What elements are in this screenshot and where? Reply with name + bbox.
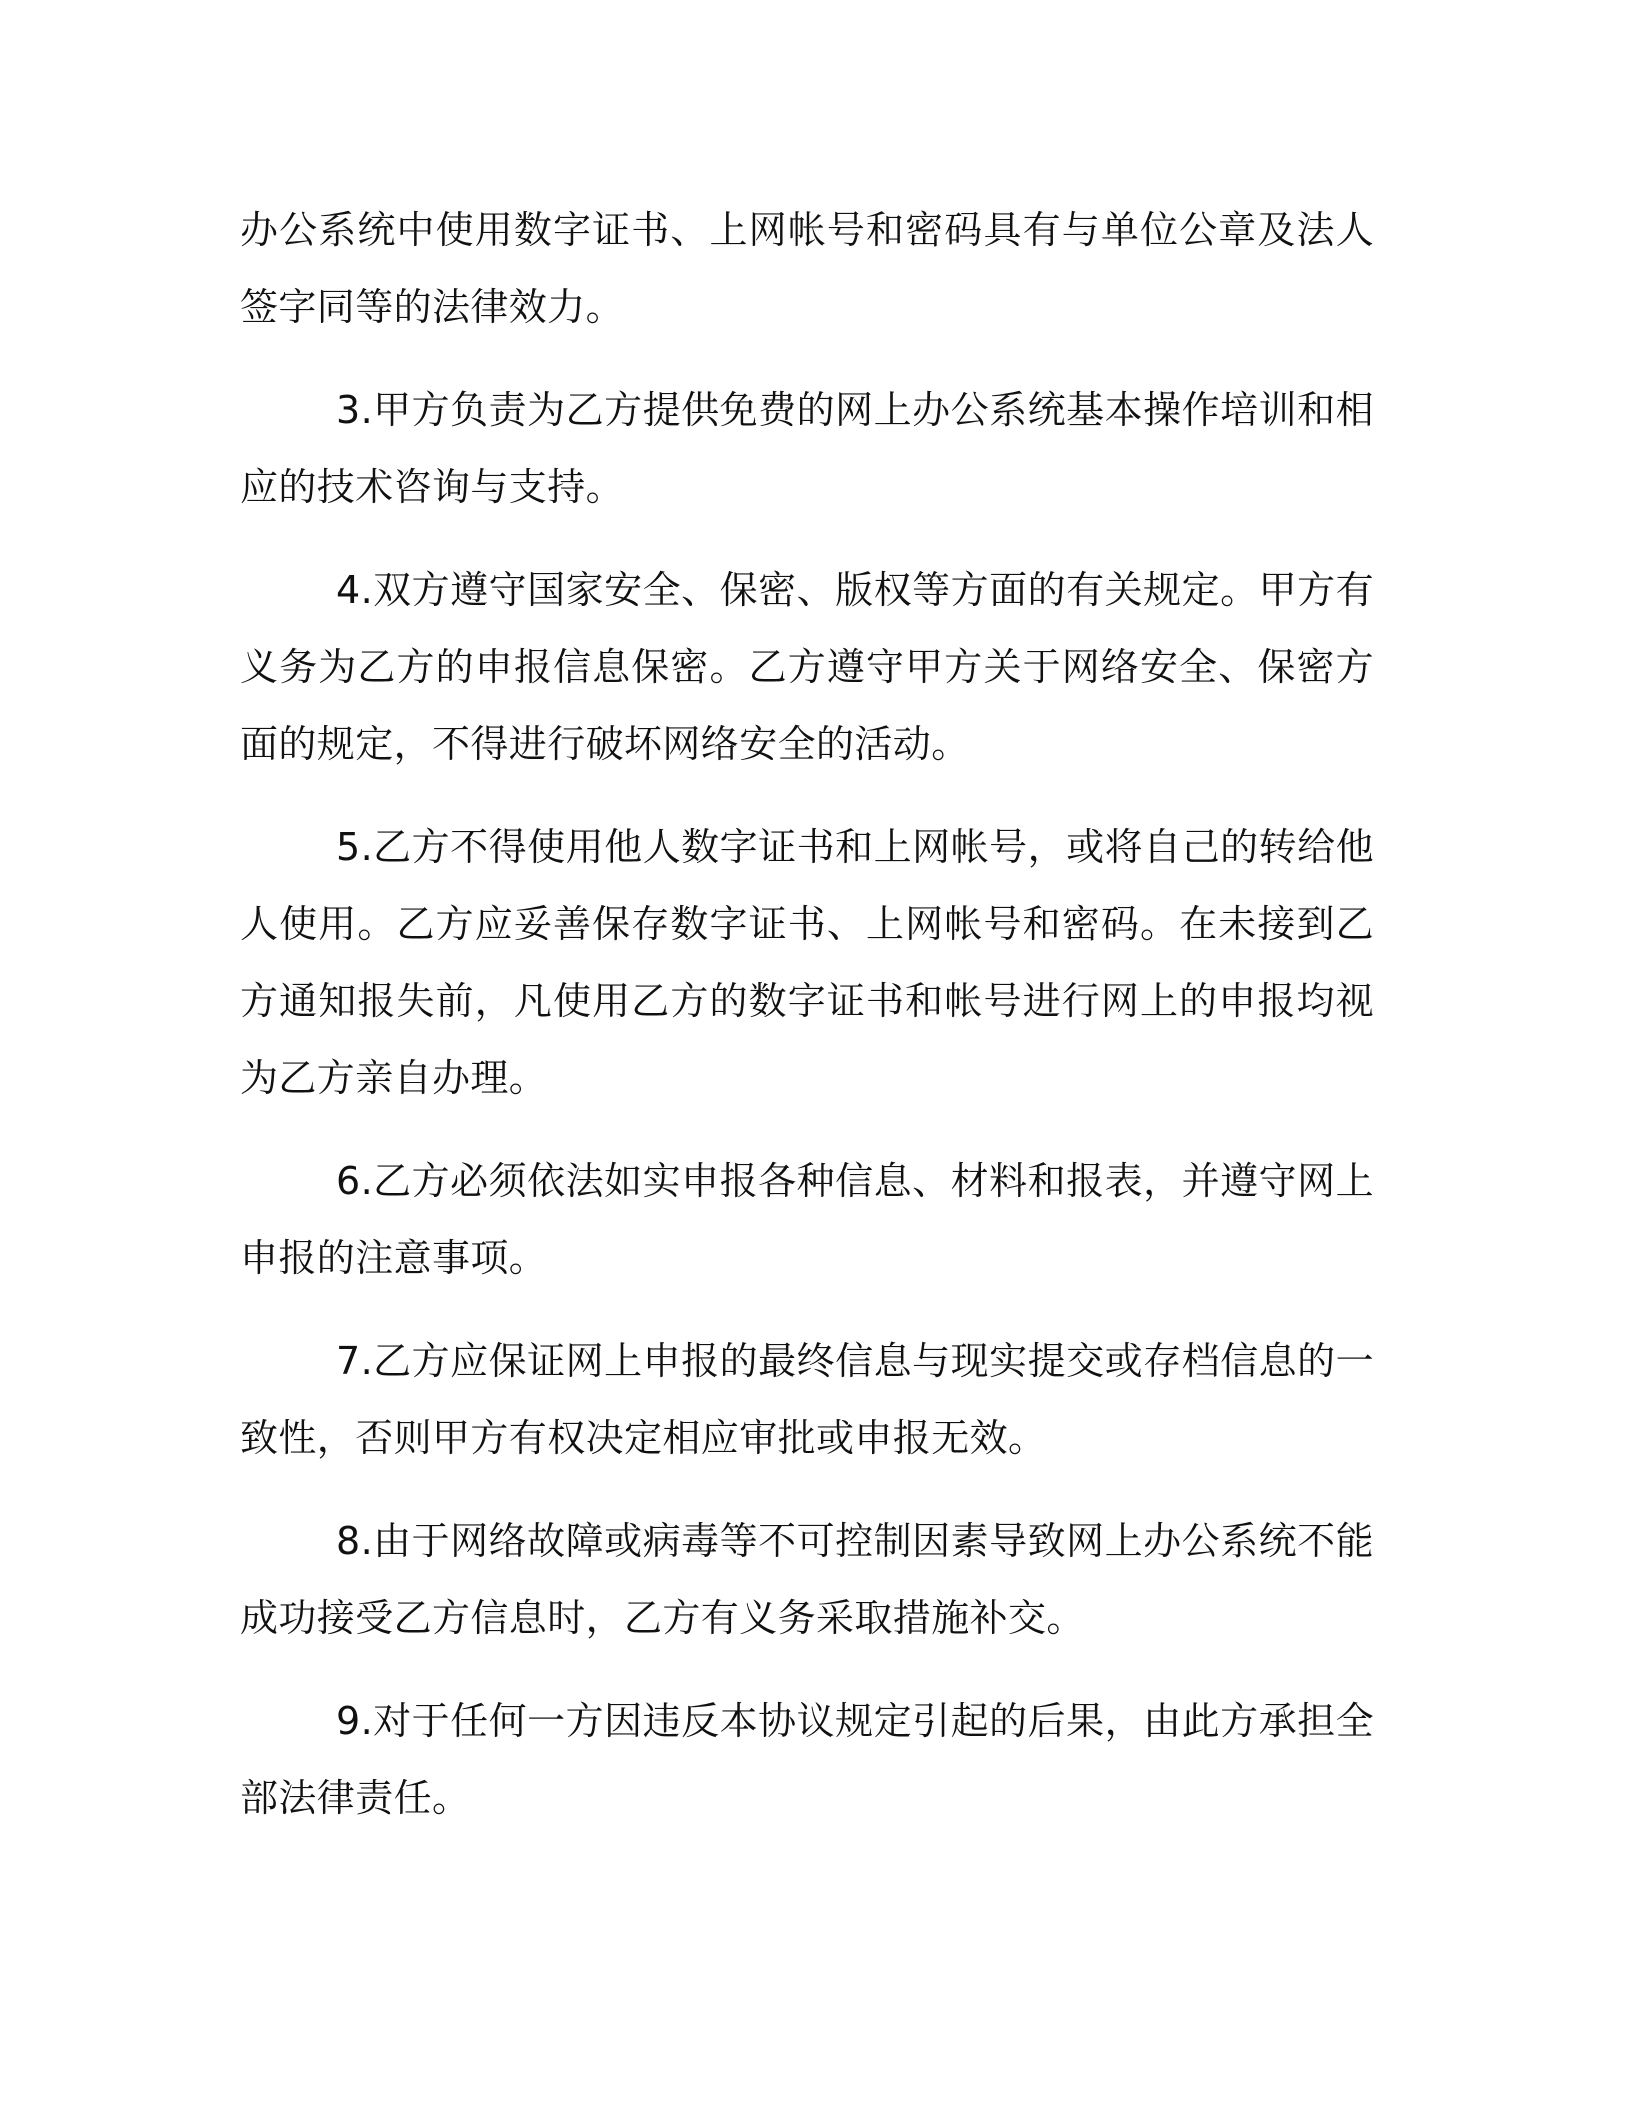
paragraph-clause-8: 8.由于网络故障或病毒等不可控制因素导致网上办公系统不能成功接受乙方信息时，乙方有义务采取措施补交。 (240, 1519, 1374, 1640)
document-body (240, 192, 1374, 1863)
paragraph-continuation: 办公系统中使用数字证书、上网帐号和密码具有与单位公章及法人签字同等的法律效力。 (240, 208, 1374, 329)
paragraph-clause-5: 5.乙方不得使用他人数字证书和上网帐号，或将自己的转给他人使用。乙方应妥善保存数字证书、上网帐号和密码。在未接到乙方通知报失前，凡使用乙方的数字证书和帐号进行网上的申报均视为乙方亲自办理。 (240, 825, 1374, 1100)
paragraph-clause-6: 6.乙方必须依法如实申报各种信息、材料和报表，并遵守网上申报的注意事项。 (240, 1159, 1374, 1280)
paragraph-clause-7: 7.乙方应保证网上申报的最终信息与现实提交或存档信息的一致性，否则甲方有权决定相应审批或申报无效。 (240, 1339, 1374, 1460)
paragraph-clause-3: 3.甲方负责为乙方提供免费的网上办公系统基本操作培训和相应的技术咨询与支持。 (240, 388, 1374, 509)
paragraph-clause-4: 4.双方遵守国家安全、保密、版权等方面的有关规定。甲方有义务为乙方的申报信息保密。乙方遵守甲方关于网络安全、保密方面的规定，不得进行破坏网络安全的活动。 (240, 568, 1374, 766)
paragraph-clause-9: 9.对于任何一方因违反本协议规定引起的后果，由此方承担全部法律责任。 (240, 1699, 1374, 1820)
